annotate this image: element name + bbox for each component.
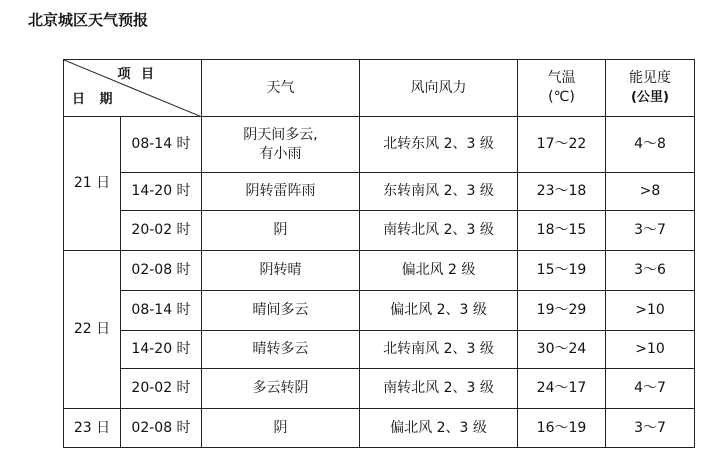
page-title: 北京城区天气预报 bbox=[28, 11, 149, 29]
header-visibility-label: 能见度 bbox=[629, 70, 671, 86]
date-cell: 23 日 bbox=[64, 409, 121, 448]
header-visibility-unit: (公里) bbox=[631, 90, 669, 105]
weather-cell bbox=[202, 211, 360, 251]
header-temp bbox=[518, 60, 606, 117]
wind-cell: 南转北风 2、3 级 bbox=[360, 211, 518, 251]
table-row bbox=[64, 251, 695, 291]
time-cell: 08-14 时 bbox=[121, 117, 202, 173]
wind-cell: 南转北风 2、3 级 bbox=[360, 369, 518, 409]
weather-line-1: 多云转阴 bbox=[252, 380, 309, 396]
visibility-cell: >8 bbox=[606, 173, 695, 211]
temp-cell: 24～17 bbox=[518, 369, 606, 409]
weather-line-1: 阴转雷阵雨 bbox=[245, 183, 316, 199]
visibility-cell: >10 bbox=[606, 331, 695, 369]
wind-cell: 偏北风 2 级 bbox=[360, 251, 518, 291]
header-temp-unit: (℃) bbox=[548, 89, 575, 105]
time-cell: 02-08 时 bbox=[121, 251, 202, 291]
table-row bbox=[64, 173, 695, 211]
visibility-cell: 3～7 bbox=[606, 409, 695, 448]
wind-cell: 东转南风 2、3 级 bbox=[360, 173, 518, 211]
header-row bbox=[64, 60, 695, 117]
header-item-label: 项 目 bbox=[117, 67, 157, 82]
table-row bbox=[64, 331, 695, 369]
wind-cell: 偏北风 2、3 级 bbox=[360, 291, 518, 331]
visibility-cell: 3～7 bbox=[606, 211, 695, 251]
visibility-cell: 4～8 bbox=[606, 117, 695, 173]
table-row bbox=[64, 409, 695, 448]
date-cell: 22 日 bbox=[64, 251, 121, 409]
time-cell: 08-14 时 bbox=[121, 291, 202, 331]
time-cell: 14-20 时 bbox=[121, 173, 202, 211]
visibility-cell: 3～6 bbox=[606, 251, 695, 291]
header-diagonal-cell bbox=[64, 60, 202, 117]
weather-cell bbox=[202, 117, 360, 173]
header-temp-label: 气温 bbox=[547, 70, 576, 86]
wind-cell: 北转南风 2、3 级 bbox=[360, 331, 518, 369]
header-visibility bbox=[606, 60, 695, 117]
temp-cell: 17～22 bbox=[518, 117, 606, 173]
table-row bbox=[64, 117, 695, 173]
weather-cell bbox=[202, 173, 360, 211]
wind-cell: 北转东风 2、3 级 bbox=[360, 117, 518, 173]
temp-cell: 18～15 bbox=[518, 211, 606, 251]
forecast-table bbox=[63, 59, 695, 448]
time-cell: 14-20 时 bbox=[121, 331, 202, 369]
table-row bbox=[64, 211, 695, 251]
table-row bbox=[64, 291, 695, 331]
weather-cell bbox=[202, 369, 360, 409]
weather-cell bbox=[202, 251, 360, 291]
time-cell: 20-02 时 bbox=[121, 211, 202, 251]
weather-line-1: 阴 bbox=[273, 222, 288, 238]
weather-line-1: 晴转多云 bbox=[252, 341, 309, 357]
weather-cell bbox=[202, 331, 360, 369]
weather-cell bbox=[202, 409, 360, 448]
visibility-cell: 4～7 bbox=[606, 369, 695, 409]
temp-cell: 15～19 bbox=[518, 251, 606, 291]
date-cell: 21 日 bbox=[64, 117, 121, 251]
temp-cell: 16～19 bbox=[518, 409, 606, 448]
weather-line-1: 阴 bbox=[273, 419, 288, 436]
header-wind: 风向风力 bbox=[360, 60, 518, 117]
table-row bbox=[64, 369, 695, 409]
weather-line-1: 阴天间多云, bbox=[243, 126, 318, 143]
header-date-label: 日 期 bbox=[72, 92, 118, 107]
wind-cell: 偏北风 2、3 级 bbox=[360, 409, 518, 448]
weather-line-1: 晴间多云 bbox=[252, 302, 309, 318]
weather-cell bbox=[202, 291, 360, 331]
temp-cell: 30～24 bbox=[518, 331, 606, 369]
weather-line-2: 有小雨 bbox=[259, 145, 302, 162]
time-cell: 02-08 时 bbox=[121, 409, 202, 448]
temp-cell: 23～18 bbox=[518, 173, 606, 211]
temp-cell: 19～29 bbox=[518, 291, 606, 331]
time-cell: 20-02 时 bbox=[121, 369, 202, 409]
visibility-cell: >10 bbox=[606, 291, 695, 331]
header-weather: 天气 bbox=[202, 60, 360, 117]
weather-line-1: 阴转晴 bbox=[259, 262, 302, 278]
